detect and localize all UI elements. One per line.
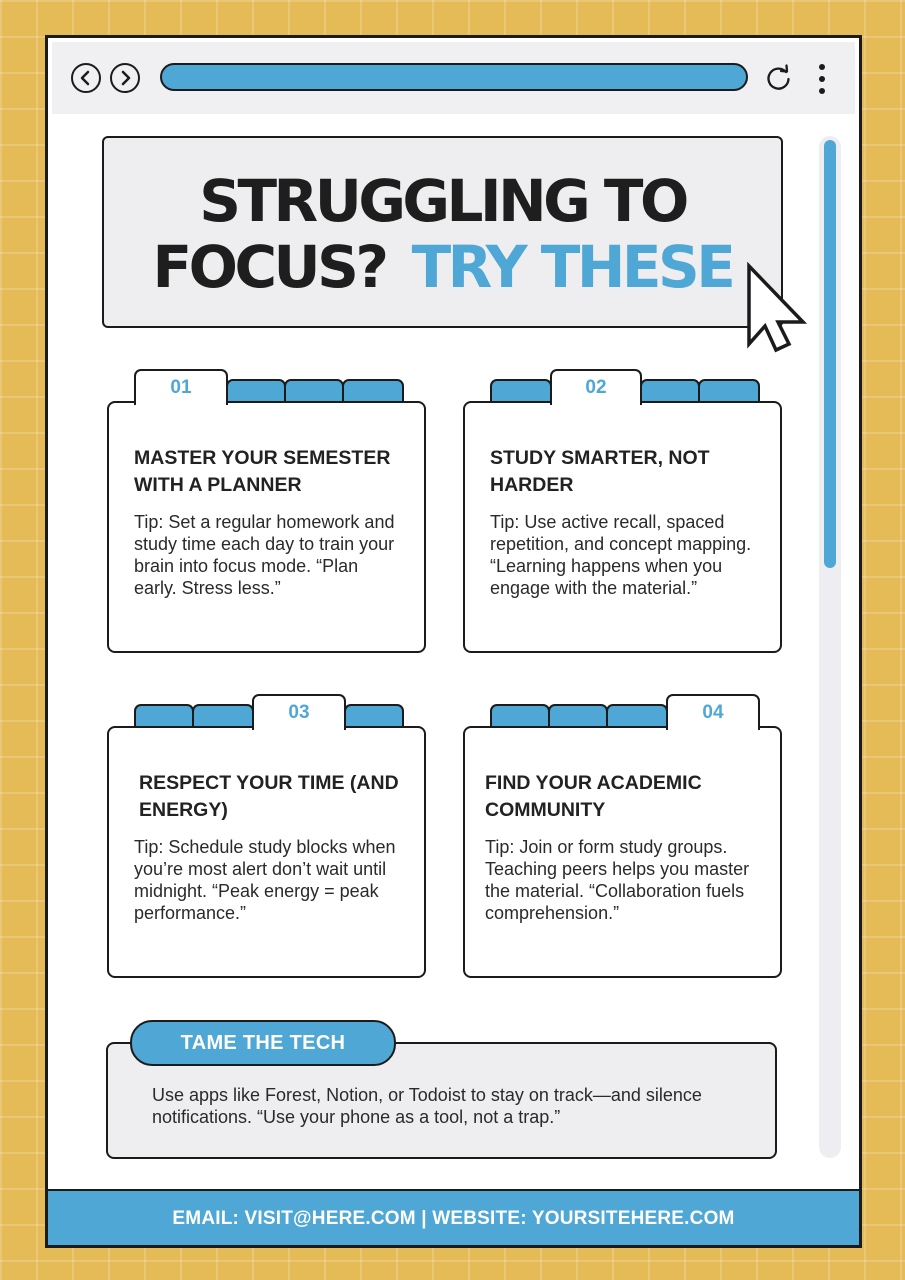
scrollbar-thumb[interactable] bbox=[824, 140, 836, 568]
reload-icon[interactable] bbox=[764, 63, 794, 93]
headline-dark-text: FOCUS? bbox=[152, 233, 386, 301]
address-bar[interactable] bbox=[160, 63, 748, 91]
back-button[interactable] bbox=[71, 63, 101, 93]
pointer-cursor-icon bbox=[745, 262, 809, 354]
browser-window bbox=[45, 35, 862, 1248]
chevron-right-icon bbox=[116, 69, 134, 87]
headline-line-2 bbox=[104, 233, 781, 301]
tip-card-3 bbox=[107, 726, 426, 978]
tame-the-tech-text: Use apps like Forest, Notion, or Todoist to stay on track—and silence notifications. “Use your phone as a tool, not a trap.” bbox=[152, 1085, 702, 1127]
card-2-number-tab[interactable]: 02 bbox=[550, 369, 642, 405]
tip-card-4 bbox=[463, 726, 782, 978]
card-3-number-tab[interactable]: 03 bbox=[252, 694, 346, 730]
card-1-title: MASTER YOUR SEMESTER WITH A PLANNER bbox=[134, 447, 391, 496]
contact-footer: EMAIL: VISIT@HERE.COM | WEBSITE: YOURSITEHERE.COM bbox=[48, 1189, 859, 1245]
card-3-title: RESPECT YOUR TIME (AND ENERGY) bbox=[139, 772, 399, 821]
tip-card-1 bbox=[107, 401, 426, 653]
headline-accent-text: TRY THESE bbox=[411, 233, 733, 301]
card-4-number-tab[interactable]: 04 bbox=[666, 694, 760, 730]
headline-box bbox=[102, 136, 783, 328]
chevron-left-icon bbox=[77, 69, 95, 87]
card-1-body: Tip: Set a regular homework and study time each day to train your brain into focus mode. “Plan early. Stress less.” bbox=[134, 512, 395, 598]
browser-toolbar bbox=[52, 42, 855, 114]
headline-line-1: STRUGGLING TO bbox=[199, 167, 686, 235]
card-2-body: Tip: Use active recall, spaced repetition, and concept mapping. “Learning happens when you engage with the material.” bbox=[490, 512, 752, 598]
card-4-body: Tip: Join or form study groups. Teaching peers helps you master the material. “Collaboration fuels comprehension.” bbox=[485, 837, 750, 923]
tip-card-2 bbox=[463, 401, 782, 653]
scrollbar-track[interactable] bbox=[819, 136, 841, 1158]
forward-button[interactable] bbox=[110, 63, 140, 93]
tame-the-tech-label: TAME THE TECH bbox=[130, 1020, 396, 1066]
card-1-number-tab[interactable]: 01 bbox=[134, 369, 228, 405]
card-3-body: Tip: Schedule study blocks when you’re most alert don’t wait until midnight. “Peak energy = peak performance.” bbox=[134, 837, 396, 923]
card-2-title: STUDY SMARTER, NOT HARDER bbox=[490, 447, 710, 496]
kebab-menu-icon[interactable] bbox=[815, 62, 829, 96]
card-4-title: FIND YOUR ACADEMIC COMMUNITY bbox=[485, 772, 702, 821]
